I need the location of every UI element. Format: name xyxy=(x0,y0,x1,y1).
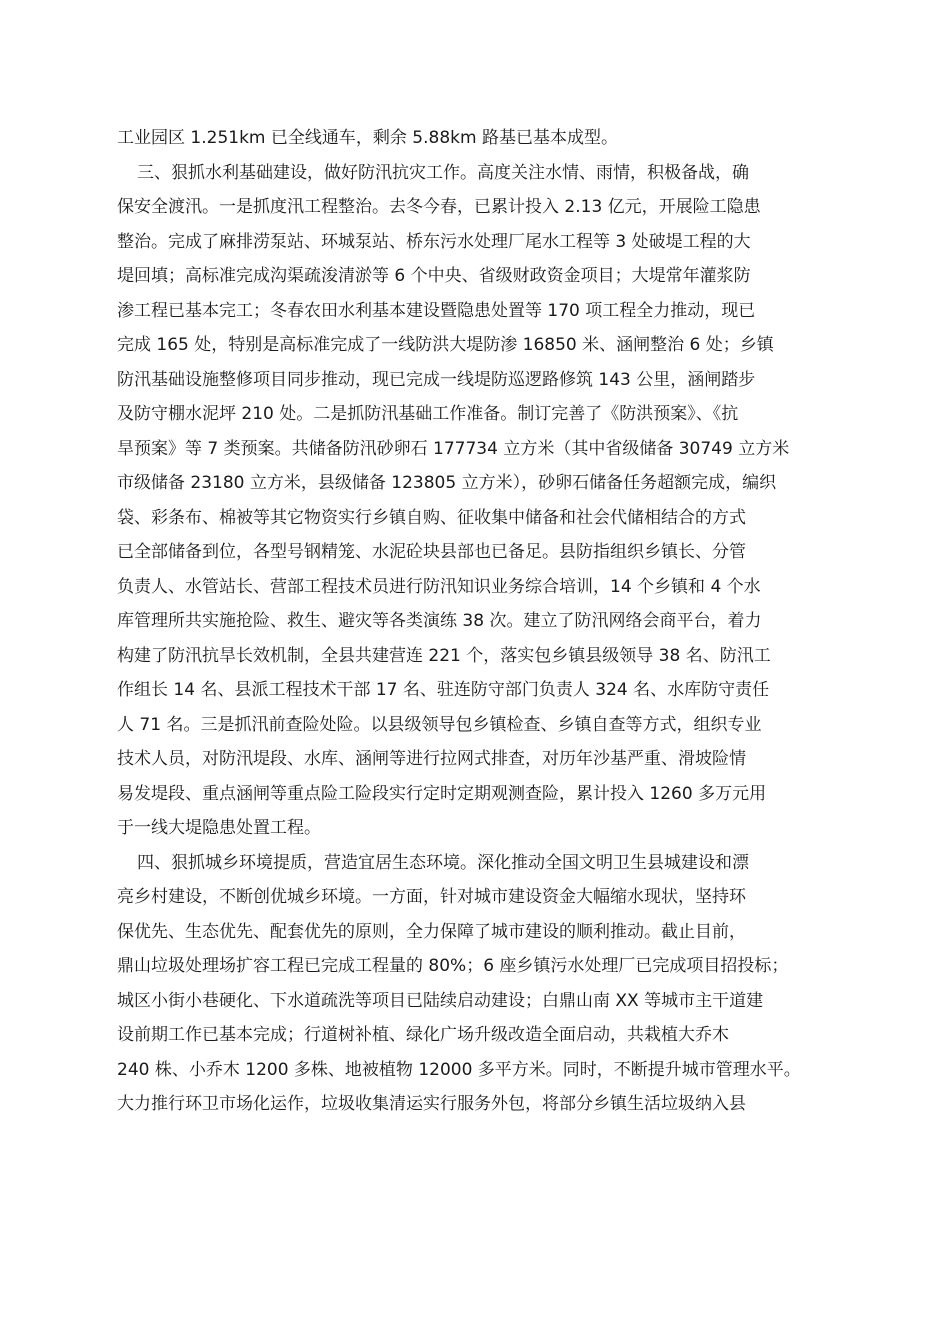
text-line: 整治。完成了麻排涝泵站、环城泵站、桥东污水处理厂尾水工程等 3 处破堤工程的大 xyxy=(117,231,751,252)
text-line: 保安全渡汛。一是抓度汛工程整治。去冬今春，已累计投入 2.13 亿元，开展险工隐患 xyxy=(117,197,761,217)
section-four-heading-line: 四、狠抓城乡环境提质，营造宜居生态环境。深化推动全国文明卫生县城建设和漂 xyxy=(137,852,749,873)
text-line: 于一线大堤隐患处置工程。 xyxy=(117,818,321,838)
text-line: 已全部储备到位，各型号钢精笼、水泥砼块县部也已备足。县防指组织乡镇长、分管 xyxy=(117,542,746,562)
text-line: 渗工程已基本完工；冬春农田水利基本建设暨隐患处置等 170 项工程全力推动，现已 xyxy=(117,300,756,321)
text-line: 设前期工作已基本完成；行道树补植、绿化广场升级改造全面启动，共栽植大乔木 xyxy=(117,1025,729,1045)
text-line: 240 株、小乔木 1200 多株、地被植物 12000 多平方米。同时，不断提升城市管理水平。 xyxy=(117,1059,801,1080)
text-line: 大力推行环卫市场化运作，垃圾收集清运实行服务外包，将部分乡镇生活垃圾纳入县 xyxy=(117,1094,746,1114)
text-line: 旱预案》等 7 类预案。共储备防汛砂卵石 177734 立方米（其中省级储备 30749 立方米 xyxy=(117,438,790,459)
text-line: 市级储备 23180 立方米，县级储备 123805 立方米），砂卵石储备任务超额完成，编织 xyxy=(117,473,777,493)
text-line: 技术人员，对防汛堤段、水库、涵闸等进行拉网式排查，对历年沙基严重、滑坡险情 xyxy=(117,749,746,769)
text-line: 亮乡村建设，不断创优城乡环境。一方面，针对城市建设资金大幅缩水现状，坚持环 xyxy=(117,887,746,907)
text-line: 堤回填；高标准完成沟渠疏浚清淤等 6 个中央、省级财政资金项目；大堤常年灌浆防 xyxy=(117,266,751,286)
text-line: 库管理所共实施抢险、救生、避灾等各类演练 38 次。建立了防汛网络会商平台，着力 xyxy=(117,611,762,631)
text-line: 负责人、水管站长、营部工程技术员进行防汛知识业务综合培训，14 个乡镇和 4 个水 xyxy=(117,576,761,597)
text-line: 构建了防汛抗旱长效机制，全县共建营连 221 个，落实包乡镇县级领导 38 名、防汛工 xyxy=(117,645,771,666)
text-line: 保优先、生态优先、配套优先的原则，全力保障了城市建设的顺利推动。截止目前， xyxy=(117,921,746,942)
section-three-heading-line: 三、狠抓水利基础建设，做好防汛抗灾工作。高度关注水情、雨情，积极备战，确 xyxy=(137,162,749,183)
text-line: 作组长 14 名、县派工程技术干部 17 名、驻连防守部门负责人 324 名、水库防守责任 xyxy=(117,680,770,700)
text-line: 易发堤段、重点涵闸等重点险工险段实行定时定期观测查险，累计投入 1260 多万元用 xyxy=(117,783,767,804)
text-line: 防汛基础设施整修项目同步推动，现已完成一线堤防巡逻路修筑 143 公里，涵闸踏步 xyxy=(117,369,756,390)
text-line: 人 71 名。三是抓汛前查险处险。以县级领导包乡镇检查、乡镇自查等方式，组织专业 xyxy=(117,714,762,735)
text-line: 袋、彩条布、棉被等其它物资实行乡镇自购、征收集中储备和社会代储相结合的方式 xyxy=(117,507,746,528)
text-line: 完成 165 处，特别是高标准完成了一线防洪大堤防渗 16850 米、涵闸整治 6 处；乡镇 xyxy=(117,335,774,355)
text-line: 及防守棚水泥坪 210 处。二是抓防汛基础工作准备。制订完善了《防洪预案》、《抗 xyxy=(117,404,739,424)
text-line: 鼎山垃圾处理场扩容工程已完成工程量的 80%；6 座乡镇污水处理厂已完成项目招投标； xyxy=(117,956,789,976)
text-line: 工业园区 1.251km 已全线通车，剩余 5.88km 路基已基本成型。 xyxy=(117,128,618,148)
body-text xyxy=(117,121,837,1122)
text-line: 城区小街小巷硬化、下水道疏洗等项目已陆续启动建设；白鼎山南 XX 等城市主干道建 xyxy=(117,990,764,1011)
